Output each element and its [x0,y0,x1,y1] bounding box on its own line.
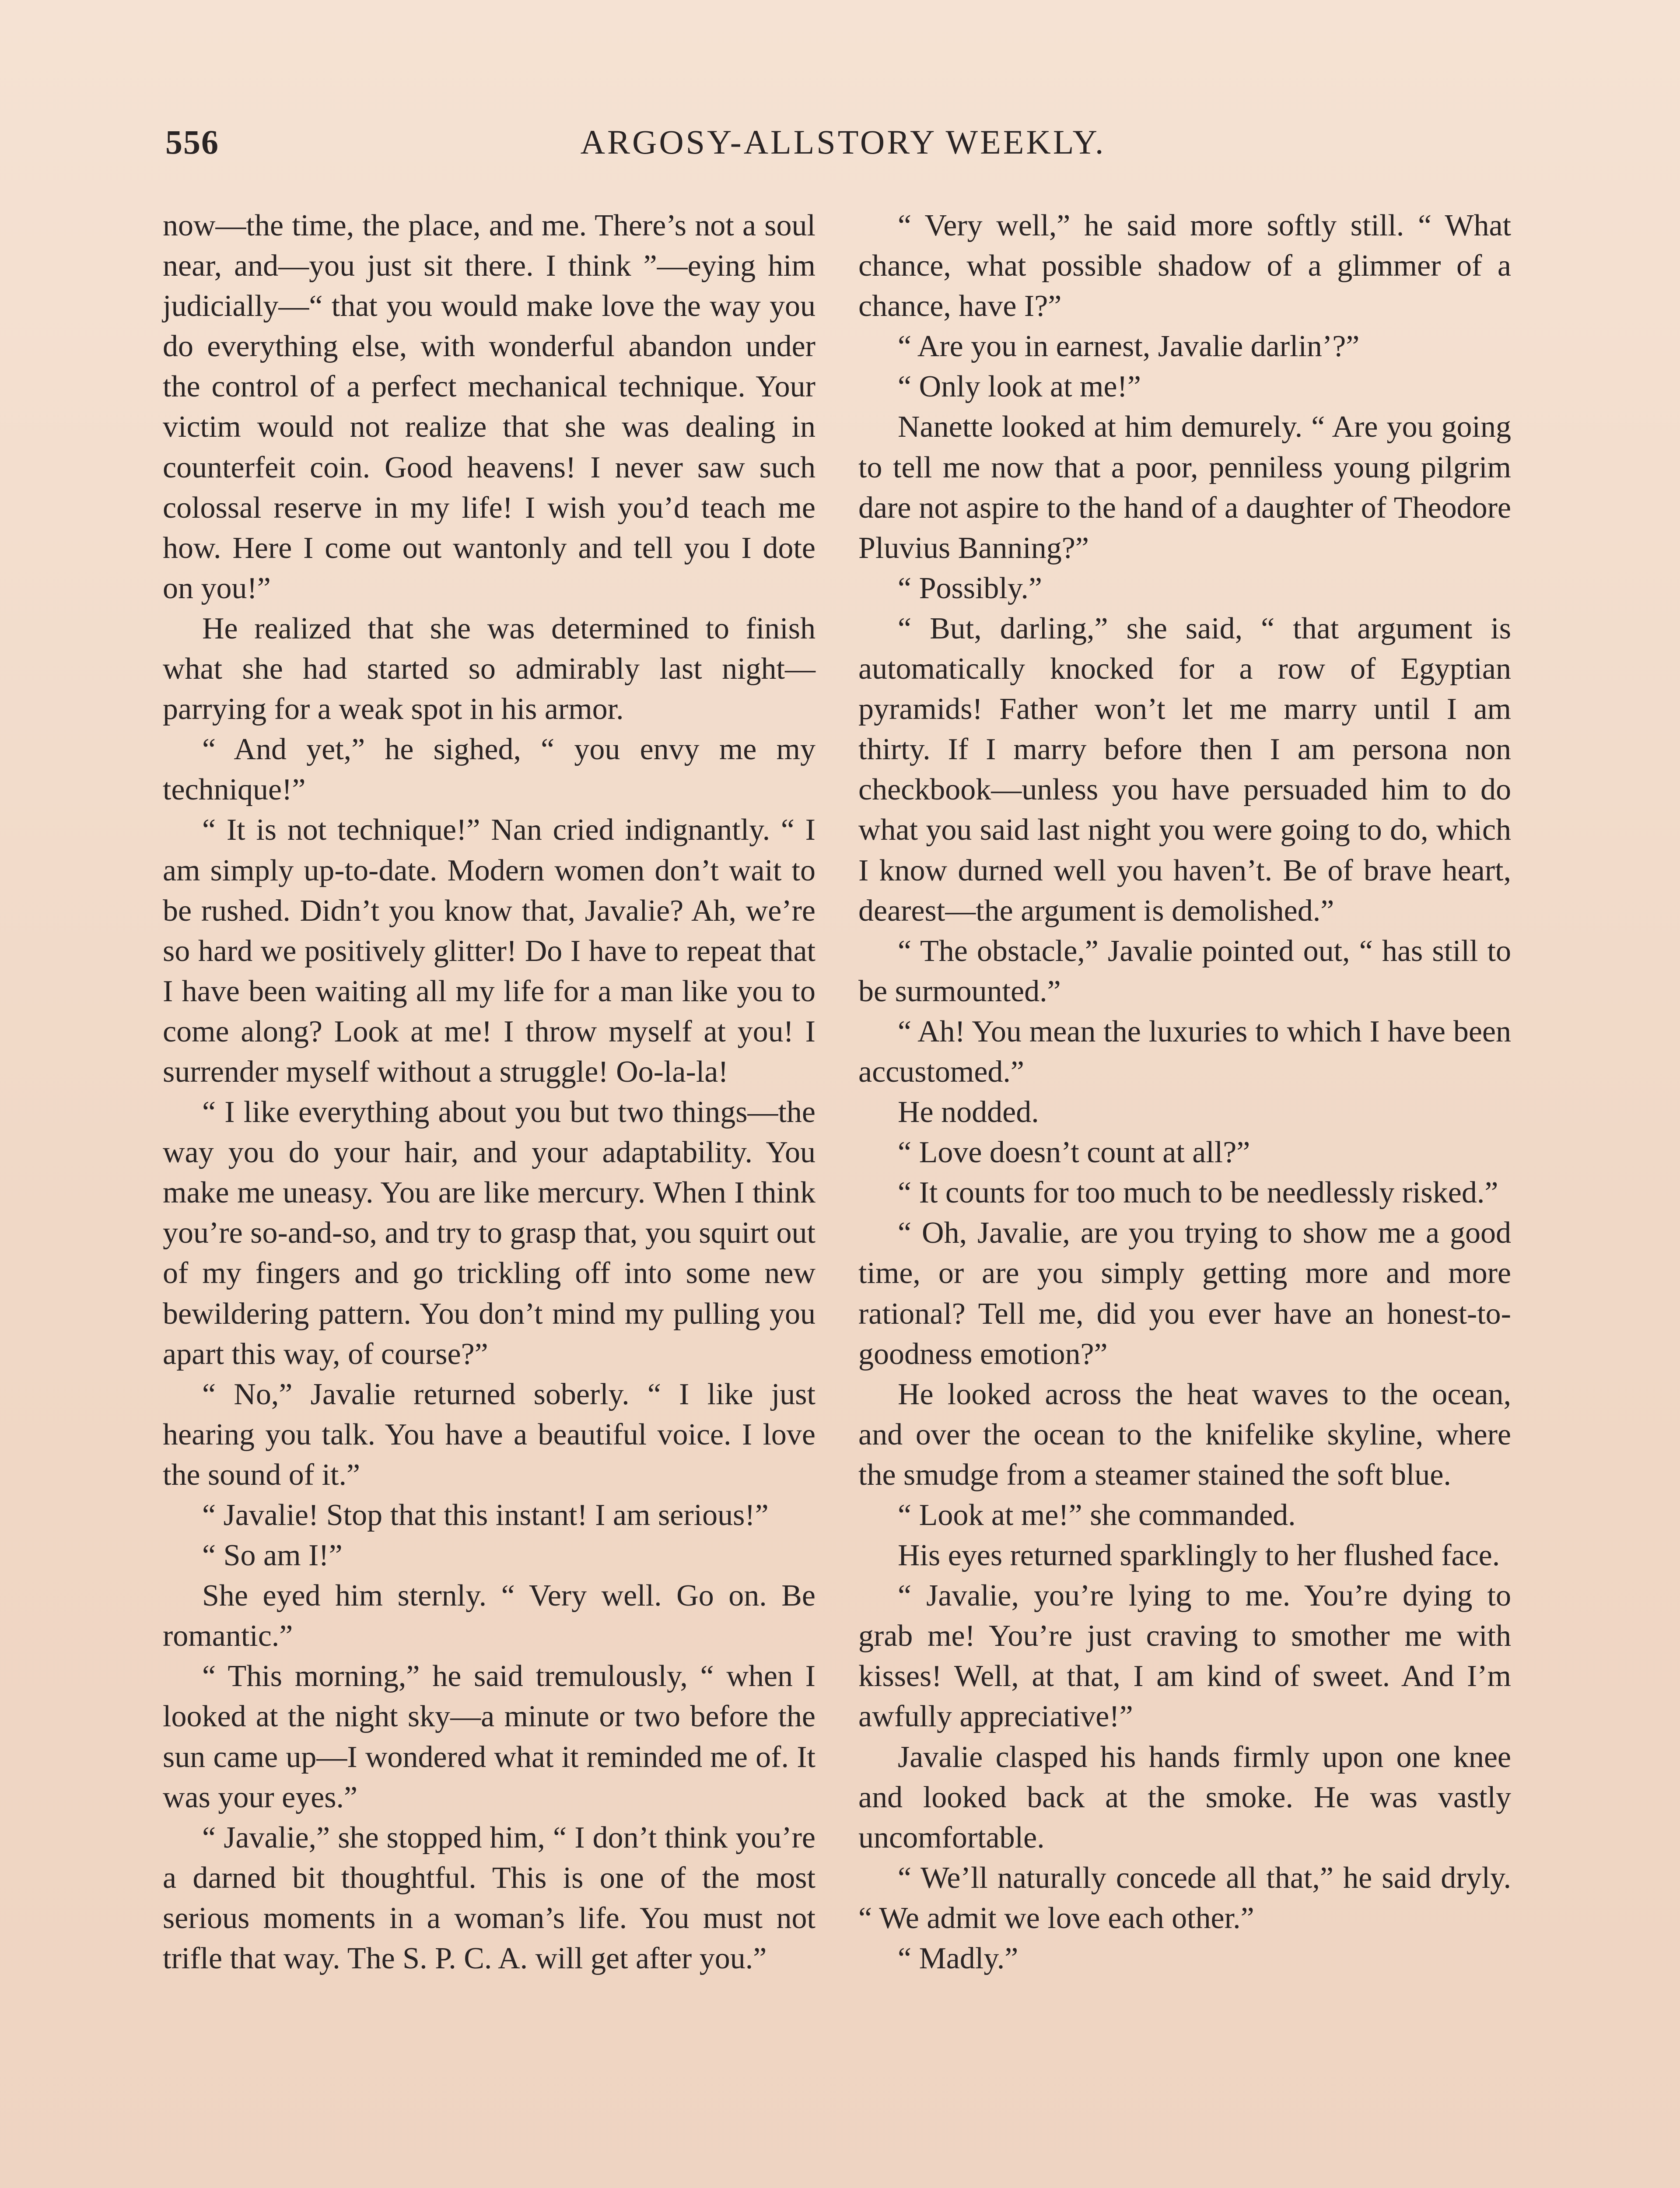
paragraph: Nanette looked at him demurely. “ Are you going to tell me now that a poor, penniless young pilgrim dare not aspire to the hand of a daughter of Theodore Pluvius Banning?” [858,410,1511,565]
paragraph: “ It counts for too much to be needlessly risked.” [898,1176,1498,1210]
paragraph: “ And yet,” he sighed, “ you envy me my technique!” [163,733,816,807]
paragraph: “ Possibly.” [898,571,1042,605]
paragraph: She eyed him sternly. “ Very well. Go on. Be romantic.” [163,1579,816,1653]
left-column [163,206,816,1979]
paragraph: “ Very well,” he said more softly still. “ What chance, what possible shadow of a glimmer of a chance, have I?” [858,209,1511,323]
right-column [858,206,1511,1979]
paragraph: “ I like everything about you but two things—the way you do your hair, and your adaptability. You make me uneasy. You are like mercury. When I think you’re so-and-so, and try to grasp that, you squirt out of my fingers and go trickling off into some new bewildering pattern. You don’t mind my pulling you apart this way, of course?” [163,1095,816,1371]
running-head: ARGOSY-ALLSTORY WEEKLY. [580,123,1106,161]
paragraph: “ Javalie, you’re lying to me. You’re dying to grab me! You’re just craving to smother me with kisses! Well, at that, I am kind of sweet. And I’m awfully appreciative!” [858,1579,1511,1734]
paragraph: He looked across the heat waves to the ocean, and over the ocean to the knifelike skyline, where the smudge from a steamer stained the soft blue. [858,1377,1511,1492]
paragraph: “ Look at me!” she commanded. [898,1498,1296,1532]
paragraph: “ Love doesn’t count at all?” [898,1136,1250,1170]
paragraph: “ But, darling,” she said, “ that argument is automatically knocked for a row of Egyptian pyramids! Father won’t let me marry until I am thirty. If I marry before then I am persona non checkbook—unless you have persuaded him to do what you said last night you were going to do, which I know durned well you haven’t. Be of brave heart, dearest—the argument is demolished.” [858,611,1511,928]
paragraph: “ Oh, Javalie, are you trying to show me a good time, or are you simply getting more and more rational? Tell me, did you ever have an honest-to-goodness emotion?” [858,1216,1511,1371]
paragraph: He realized that she was determined to finish what she had started so admirably last night—parrying for a weak spot in his armor. [163,611,816,726]
paragraph: now—the time, the place, and me. There’s not a soul near, and—you just sit there. I think ”—eying him judicially—“ that you would make love the way you do everything else, with wonderful abandon under the control of a perfect mechanical technique. Your victim would not realize that she was dealing in counterfeit coin. Good heavens! I never saw such colossal reserve in my life! I wish you’d teach me how. Here I come out wantonly and tell you I dote on you!” [163,209,816,605]
paragraph: “ Javalie! Stop that this instant! I am serious!” [202,1498,769,1532]
paragraph: “ It is not technique!” Nan cried indignantly. “ I am simply up-to-date. Modern women don’t wait to be rushed. Didn’t you know that, Javalie? Ah, we’re so hard we positively glitter! Do I have to repeat that I have been waiting all my life for a man like you to come along? Look at me! I throw myself at you! I surrender myself without a struggle! Oo-la-la! [163,813,816,1089]
paragraph: “ Ah! You mean the luxuries to which I have been accustomed.” [858,1014,1511,1089]
paragraph: He nodded. [898,1095,1039,1129]
paragraph: “ Madly.” [898,1942,1018,1976]
paragraph: His eyes returned sparklingly to her flushed face. [898,1539,1500,1573]
page-number: 556 [165,123,219,161]
paragraph: “ We’ll naturally concede all that,” he said dryly. “ We admit we love each other.” [858,1861,1511,1935]
paragraph: “ Only look at me!” [898,370,1141,404]
paragraph: “ The obstacle,” Javalie pointed out, “ has still to be surmounted.” [858,934,1511,1008]
paragraph: Javalie clasped his hands firmly upon one knee and looked back at the smoke. He was vastly uncomfortable. [858,1740,1511,1855]
paragraph: “ No,” Javalie returned soberly. “ I like just hearing you talk. You have a beautiful voice. I love the sound of it.” [163,1377,816,1492]
paragraph: “ So am I!” [202,1539,343,1573]
paragraph: “ This morning,” he said tremulously, “ when I looked at the night sky—a minute or two before the sun came up—I wondered what it reminded me of. It was your eyes.” [163,1659,816,1814]
page-header [165,123,1521,171]
paragraph: “ Are you in earnest, Javalie darlin’?” [898,330,1360,364]
paragraph: “ Javalie,” she stopped him, “ I don’t think you’re a darned bit thoughtful. This is one of the most serious moments in a woman’s life. You must not trifle that way. The S. P. C. A. will get after you.” [163,1820,816,1976]
